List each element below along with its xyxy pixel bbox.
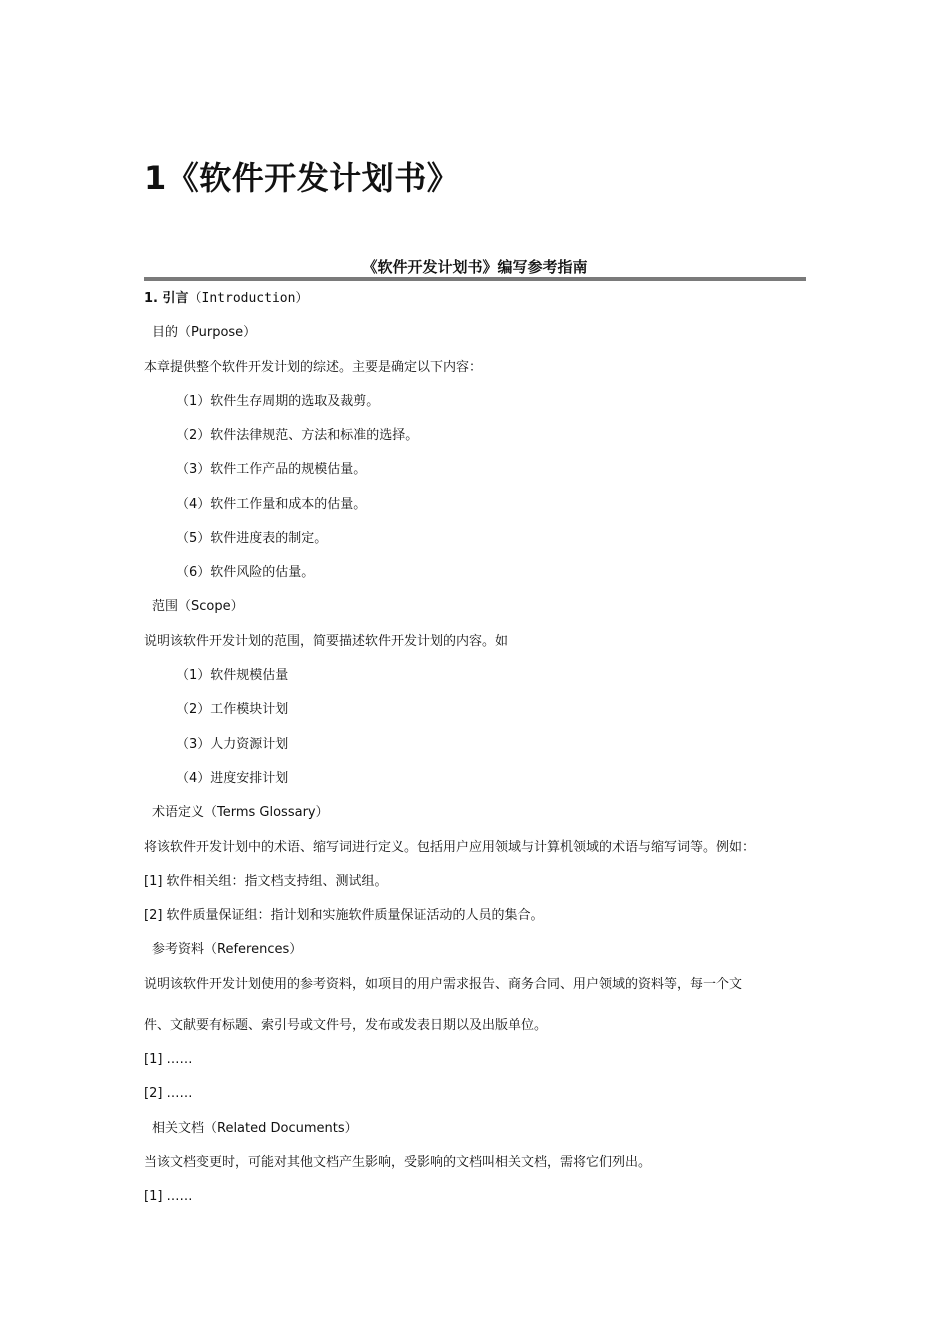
section-heading-introduction	[144, 290, 308, 308]
related-intro: 当该文档变更时，可能对其他文档产生影响，受影响的文档叫相关文档，需将它们列出。	[144, 1155, 652, 1170]
purpose-list-item: （1）软件生存周期的选取及裁剪。	[176, 394, 380, 409]
purpose-list-item: （2）软件法律规范、方法和标准的选择。	[176, 428, 419, 443]
references-list-item: [2] ……	[144, 1086, 193, 1101]
purpose-list-item: （6）软件风险的估量。	[176, 565, 315, 580]
related-list-item: [1] ……	[144, 1189, 193, 1204]
glossary-intro: 将该软件开发计划中的术语、缩写词进行定义。包括用户应用领域与计算机领域的术语与缩写词等。例如：	[144, 840, 756, 855]
references-intro-line1: 说明该软件开发计划使用的参考资料，如项目的用户需求报告、商务合同、用户领域的资料等，每一个文	[144, 977, 743, 992]
scope-list-item: （4）进度安排计划	[176, 771, 289, 786]
scope-intro: 说明该软件开发计划的范围，简要描述软件开发计划的内容。如	[144, 634, 509, 649]
subtitle-underline-divider	[144, 277, 806, 281]
scope-list-item: （1）软件规模估量	[176, 668, 289, 683]
guide-subtitle: 《软件开发计划书》编写参考指南	[362, 258, 588, 276]
purpose-list-item: （5）软件进度表的制定。	[176, 531, 328, 546]
subheading-references: 参考资料（References）	[152, 942, 303, 957]
references-intro-line2: 件、文献要有标题、索引号或文件号，发布或发表日期以及出版单位。	[144, 1018, 548, 1033]
section-heading-label: 1. 引言	[144, 291, 189, 306]
purpose-list-item: （4）软件工作量和成本的估量。	[176, 497, 367, 512]
glossary-list-item: [1] 软件相关组：指文档支持组、测试组。	[144, 874, 388, 889]
references-list-item: [1] ……	[144, 1052, 193, 1067]
subheading-related-documents: 相关文档（Related Documents）	[152, 1121, 358, 1136]
section-heading-english: （Introduction）	[188, 291, 309, 306]
glossary-list-item: [2] 软件质量保证组：指计划和实施软件质量保证活动的人员的集合。	[144, 908, 544, 923]
scope-list-item: （2）工作模块计划	[176, 702, 289, 717]
subheading-scope: 范围（Scope）	[152, 599, 244, 614]
subheading-purpose: 目的（Purpose）	[152, 325, 257, 340]
subheading-terms-glossary: 术语定义（Terms Glossary）	[152, 805, 329, 820]
purpose-intro: 本章提供整个软件开发计划的综述。主要是确定以下内容：	[144, 360, 483, 375]
purpose-list-item: （3）软件工作产品的规模估量。	[176, 462, 367, 477]
scope-list-item: （3）人力资源计划	[176, 737, 289, 752]
document-title: 1《软件开发计划书》	[144, 159, 460, 197]
